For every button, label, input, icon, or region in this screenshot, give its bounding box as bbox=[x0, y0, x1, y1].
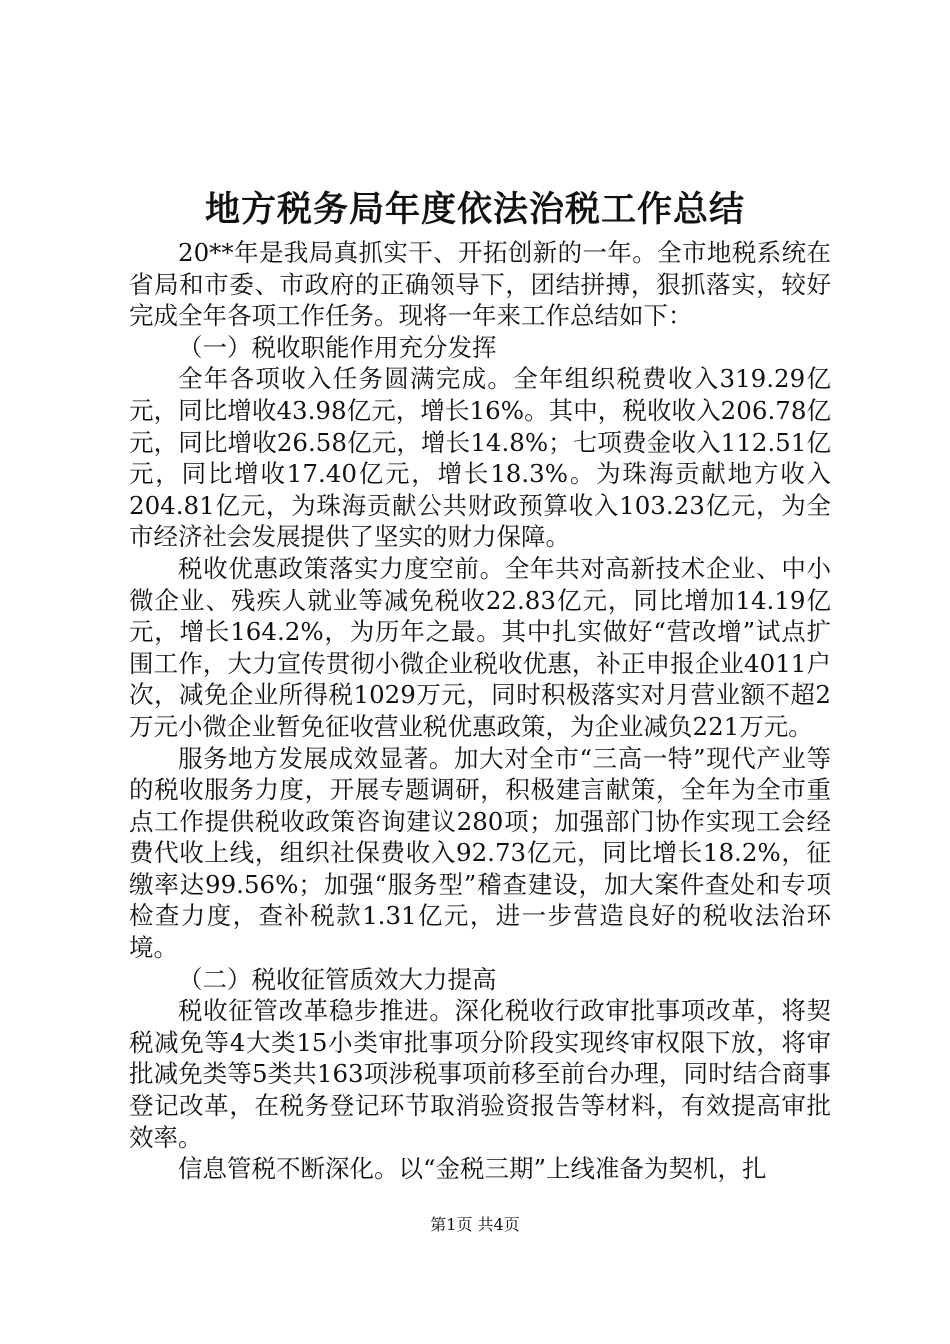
page-footer: 第1页 共4页 bbox=[430, 1215, 520, 1234]
paragraph-information: 信息管税不断深化。以“金税三期”上线准备为契机，扎 bbox=[178, 1154, 767, 1184]
page-title: 地方税务局年度依法治税工作总结 bbox=[204, 190, 745, 230]
section-heading-2: （二）税收征管质效大力提高 bbox=[178, 964, 497, 994]
section-heading-1: （一）税收职能作用充分发挥 bbox=[178, 332, 497, 362]
paragraph-intro: 20**年是我局真抓实干、开拓创新的一年。全市地税系统在省局和市委、市政府的正确领导下，团结拼搏，狠抓落实，较好完成全年各项工作任务。现将一年来工作总结如下： bbox=[129, 238, 831, 331]
paragraph-local-development: 服务地方发展成效显著。加大对全市“三高一特”现代产业等的税收服务力度，开展专题调研，积极建言献策，全年为全市重点工作提供税收政策咨询建议280项；加强部门协作实现工会经费代收上线，组织社保费收入92.73亿元，同比增长18.2%，征缴率达99.56%；加强“服务型”稽查建设，加大案件查处和专项检查力度，查补税款1.31亿元，进一步营造良好的税收法治环境。 bbox=[129, 743, 831, 963]
paragraph-tax-incentives: 税收优惠政策落实力度空前。全年共对高新技术企业、中小微企业、残疾人就业等减免税收22.83亿元，同比增加14.19亿元，增长164.2%，为历年之最。其中扎实做好“营改增”试点扩围工作，大力宣传贯彻小微企业税收优惠，补正申报企业4011户次，减免企业所得税1029万元，同时积极落实对月营业额不超2万元小微企业暂免征收营业税优惠政策，为企业减负221万元。 bbox=[129, 553, 831, 741]
document-body bbox=[129, 237, 831, 1185]
paragraph-revenue: 全年各项收入任务圆满完成。全年组织税费收入319.29亿元，同比增收43.98亿元，增长16%。其中，税收收入206.78亿元，同比增收26.58亿元，增长14.8%；七项费金收入112.51亿元，同比增收17.40亿元，增长18.3%。为珠海贡献地方收入204.81亿元，为珠海贡献公共财政预算收入103.23亿元，为全市经济社会发展提供了坚实的财力保障。 bbox=[129, 364, 831, 552]
paragraph-reform: 税收征管改革稳步推进。深化税收行政审批事项改革，将契税减免等4大类15小类审批事项分阶段实现终审权限下放，将审批减免类等5类共163项涉税事项前移至前台办理，同时结合商事登记改革，在税务登记环节取消验资报告等材料，有效提高审批效率。 bbox=[129, 996, 831, 1152]
